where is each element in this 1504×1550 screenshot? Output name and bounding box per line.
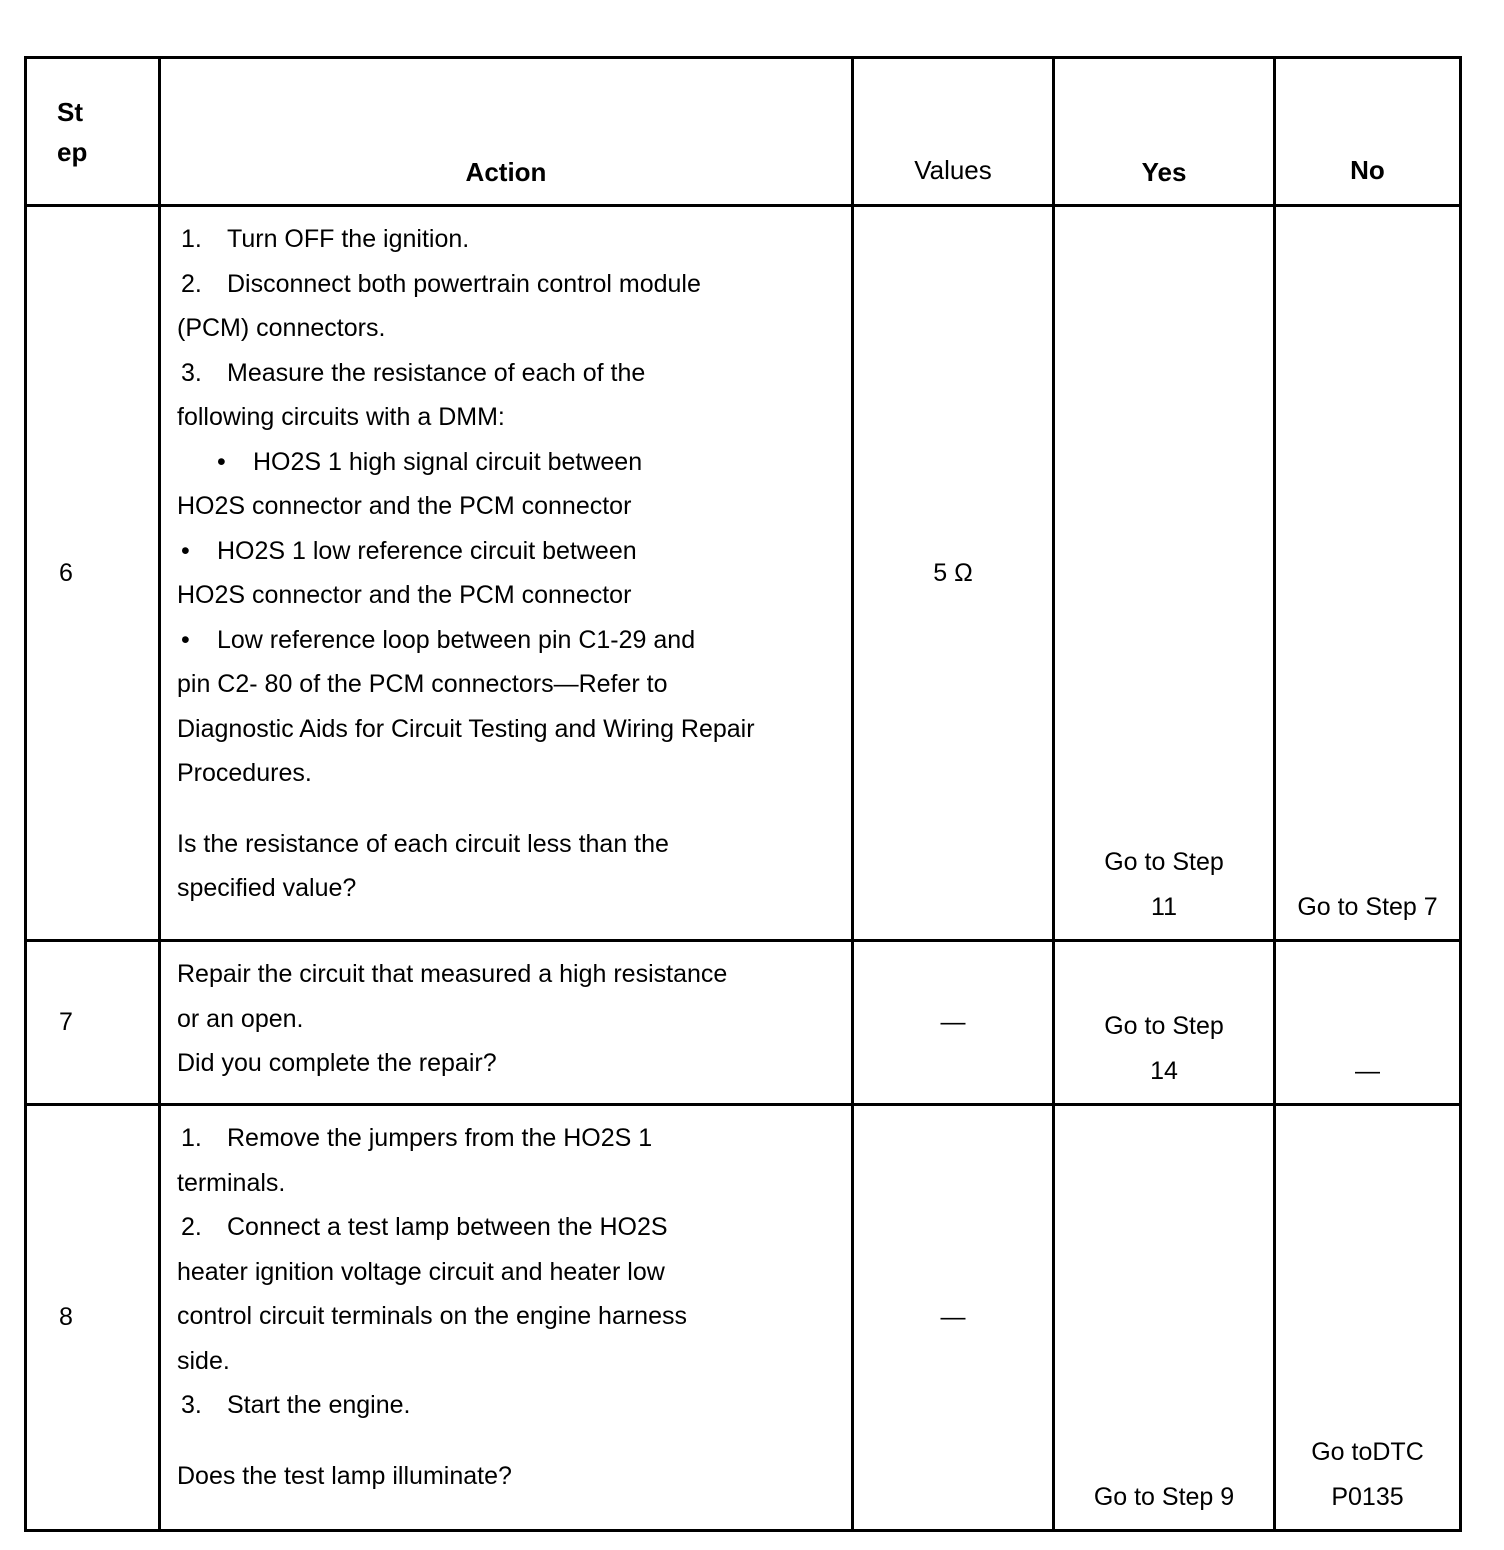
value-cell: — — [853, 941, 1054, 1105]
bullet-icon: • — [181, 625, 190, 654]
action-line: heater ignition voltage circuit and heater low — [177, 1257, 665, 1286]
question-line: Did you complete the repair? — [177, 1049, 497, 1077]
question-line: Does the test lamp illuminate? — [177, 1461, 512, 1490]
header-no: No — [1275, 58, 1461, 206]
action-bullet: • HO2S 1 low reference circuit between — [177, 529, 835, 574]
bullet-icon: • — [217, 447, 226, 476]
action-cell — [160, 941, 853, 1105]
header-action: Action — [160, 58, 853, 206]
header-values: Values — [853, 58, 1054, 206]
step-number: 7 — [26, 941, 160, 1105]
action-line: 1. Remove the jumpers from the HO2S 1 — [181, 1124, 653, 1152]
action-line: Procedures. — [177, 759, 312, 787]
question-line: specified value? — [177, 874, 357, 902]
action-bullet: • HO2S 1 high signal circuit between — [177, 440, 835, 485]
header-step: St ep — [26, 58, 160, 206]
step-number: 6 — [26, 206, 160, 941]
action-line: 1. Turn OFF the ignition. — [181, 225, 470, 253]
action-line: pin C2- 80 of the PCM connectors—Refer to — [177, 670, 668, 698]
table-row-step-6 — [26, 206, 1461, 941]
action-bullet: • Low reference loop between pin C1-29 and — [177, 618, 835, 663]
action-line: 2. Disconnect both powertrain control module — [181, 269, 701, 298]
no-cell: — — [1275, 941, 1461, 1105]
action-line: or an open. — [177, 1004, 304, 1033]
action-line: (PCM) connectors. — [177, 314, 386, 342]
action-line: side. — [177, 1346, 230, 1375]
yes-cell: Go to Step 9 — [1054, 1105, 1275, 1531]
question-line: Is the resistance of each circuit less than the — [177, 829, 669, 858]
action-line: terminals. — [177, 1168, 286, 1197]
value-cell: — — [853, 1105, 1054, 1531]
header-row — [26, 58, 1461, 206]
action-line: Diagnostic Aids for Circuit Testing and Wiring Repair — [177, 714, 755, 743]
table-row-step-7 — [26, 941, 1461, 1105]
yes-cell: Go to Step 11 — [1054, 206, 1275, 941]
no-cell: Go toDTC P0135 — [1275, 1105, 1461, 1531]
action-line: 3. Measure the resistance of each of the — [181, 358, 646, 387]
value-cell: 5 Ω — [853, 206, 1054, 941]
yes-cell: Go to Step 14 — [1054, 941, 1275, 1105]
action-line: 3. Start the engine. — [181, 1391, 411, 1419]
action-line: control circuit terminals on the engine harness — [177, 1302, 687, 1330]
action-cell — [160, 1105, 853, 1531]
action-line: HO2S connector and the PCM connector — [177, 581, 632, 609]
diagnostic-table — [24, 56, 1462, 1532]
action-line: HO2S connector and the PCM connector — [177, 492, 632, 520]
spacer — [177, 1428, 835, 1454]
spacer — [177, 796, 835, 822]
diagnostic-table-container — [24, 56, 1462, 1532]
no-cell: Go to Step 7 — [1275, 206, 1461, 941]
header-yes: Yes — [1054, 58, 1275, 206]
table-row-step-8 — [26, 1105, 1461, 1531]
step-number: 8 — [26, 1105, 160, 1531]
action-line: following circuits with a DMM: — [177, 403, 505, 431]
action-cell — [160, 206, 853, 941]
bullet-icon: • — [181, 536, 190, 565]
action-line: Repair the circuit that measured a high resistance — [177, 960, 728, 988]
action-line: 2. Connect a test lamp between the HO2S — [181, 1213, 668, 1241]
